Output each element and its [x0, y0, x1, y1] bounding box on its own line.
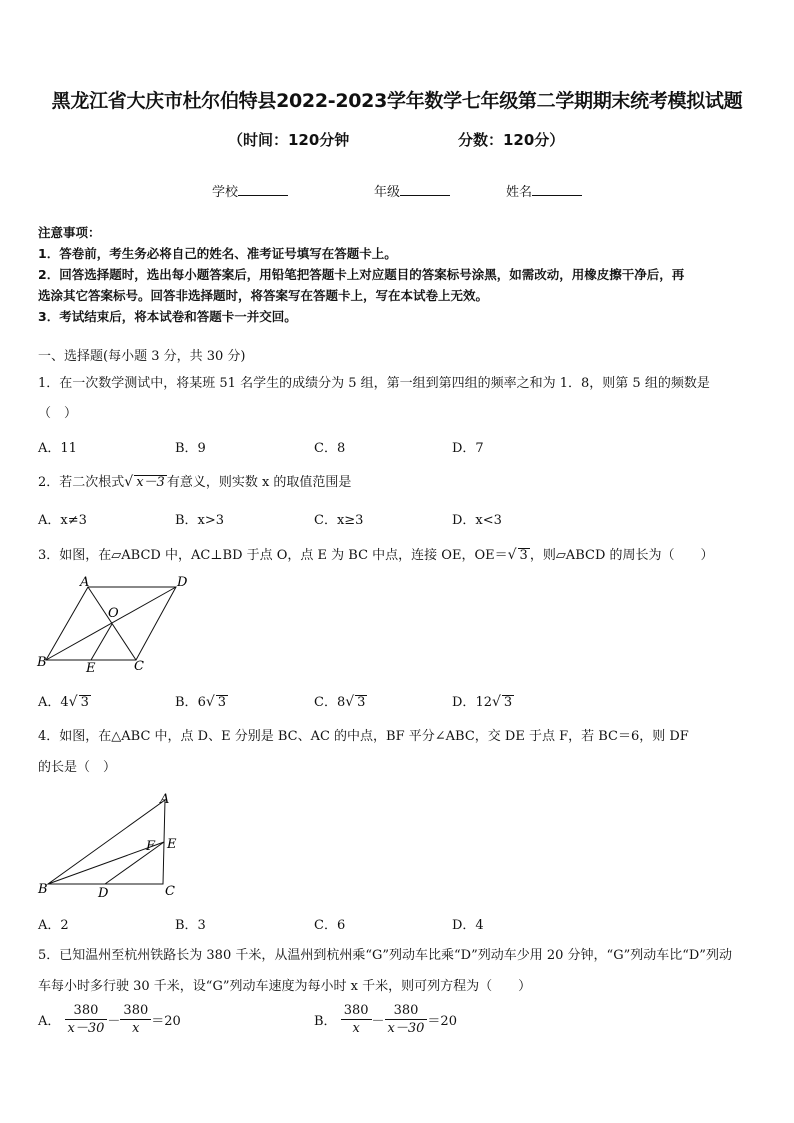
label-B: B — [37, 655, 47, 670]
question-1-line1: 1．在一次数学测试中，将某班 51 名学生的成绩分为 5 组，第一组到第四组的频率之和为 1．8，则第 5 组的频数是 — [38, 376, 710, 391]
parallelogram-figure — [30, 574, 200, 674]
grade-field: 年级 — [374, 181, 450, 200]
exam-title: 黑龙江省大庆市杜尔伯特县2022-2023学年数学七年级第二学期期末统考模拟试题 — [51, 90, 743, 112]
radical-expression: x－3 — [136, 475, 165, 490]
q3-option-c: C．8√ 3 — [314, 694, 366, 710]
q4-option-a: A．2 — [38, 918, 69, 933]
question-3: 3．如图，在▱ABCD 中，AC⊥BD 于点 O，点 E 为 BC 中点，连接 OE，OE＝√ 3 ，则▱ABCD 的周长为（ ） — [38, 547, 714, 563]
q1-option-c: C．8 — [314, 441, 346, 456]
label-F: F — [146, 839, 156, 854]
notice-item: 选涂其它答案标号。回答非选择题时，将答案写在答题卡上，写在本试卷上无效。 — [38, 288, 489, 303]
school-field: 学校 — [212, 181, 288, 200]
label-A: A — [160, 792, 170, 807]
q2-option-a: A．x≠3 — [38, 513, 87, 528]
label-B: B — [38, 882, 48, 897]
q4-option-c: C．6 — [314, 918, 346, 933]
label-D: D — [98, 886, 109, 901]
q1-option-b: B．9 — [175, 441, 206, 456]
question-5-line2: 车每小时多行驶 30 千米，设“G”列动车速度为每小时 x 千米，则可列方程为（ ） — [38, 979, 532, 994]
label-O: O — [108, 606, 119, 621]
q3-option-b: B．6√ 3 — [175, 694, 227, 710]
q2-option-c: C．x≥3 — [314, 513, 364, 528]
notice-heading: 注意事项： — [38, 225, 101, 240]
label-A: A — [80, 575, 90, 590]
q5-option-b: B． $\frac{380}{x}$ － $\frac{380}{x-30}$ ＝20 — [314, 1003, 457, 1036]
q4-option-b: B．3 — [175, 918, 206, 933]
question-2: 2．若二次根式√ x－3 有意义，则实数 x 的取值范围是 — [38, 474, 352, 490]
label-E: E — [86, 661, 96, 674]
label-C: C — [134, 659, 144, 674]
label-C: C — [165, 884, 175, 899]
label-E: E — [167, 837, 177, 852]
q1-option-d: D．7 — [452, 441, 484, 456]
question-4-line2: 的长是（ ） — [38, 760, 117, 775]
label-D: D — [177, 575, 188, 590]
notice-item: 2．回答选择题时，选出每小题答案后，用铅笔把答题卡上对应题目的答案标号涂黑，如需改动，用橡皮擦干净后，再 — [38, 267, 685, 282]
q3-option-d: D．12√ 3 — [452, 694, 513, 710]
score-info: 分数：120分） — [458, 131, 565, 149]
q2-option-d: D．x<3 — [452, 513, 502, 528]
radical-value: 3 — [519, 548, 528, 563]
q2-option-b: B．x>3 — [175, 513, 225, 528]
notice-block — [38, 222, 760, 327]
name-field: 姓名 — [506, 181, 582, 200]
time-info: （时间：120分钟 — [228, 131, 350, 149]
q3-option-a: A．4√ 3 — [38, 694, 89, 710]
q1-option-a: A．11 — [38, 441, 77, 456]
question-4-line1: 4．如图，在△ABC 中，点 D、E 分别是 BC、AC 的中点，BF 平分∠ABC，交 DE 于点 F，若 BC＝6，则 DF — [38, 729, 689, 744]
q5-option-a: A． $\frac{380}{x-30}$ － $\frac{380}{x}$ ＝20 — [38, 1003, 181, 1036]
triangle-figure — [30, 790, 200, 905]
question-1-line2: （ ） — [38, 406, 78, 421]
q4-option-d: D．4 — [452, 918, 484, 933]
notice-item: 3．考试结束后，将本试卷和答题卡一并交回。 — [38, 309, 297, 324]
notice-item: 1．答卷前，考生务必将自己的姓名、准考证号填写在答题卡上。 — [38, 246, 397, 261]
question-5-line1: 5．已知温州至杭州铁路长为 380 千米，从温州到杭州乘“G”列动车比乘“D”列动车少用 20 分钟，“G”列动车比“D”列动 — [38, 948, 732, 963]
section-heading: 一、选择题(每小题 3 分，共 30 分) — [38, 349, 246, 364]
